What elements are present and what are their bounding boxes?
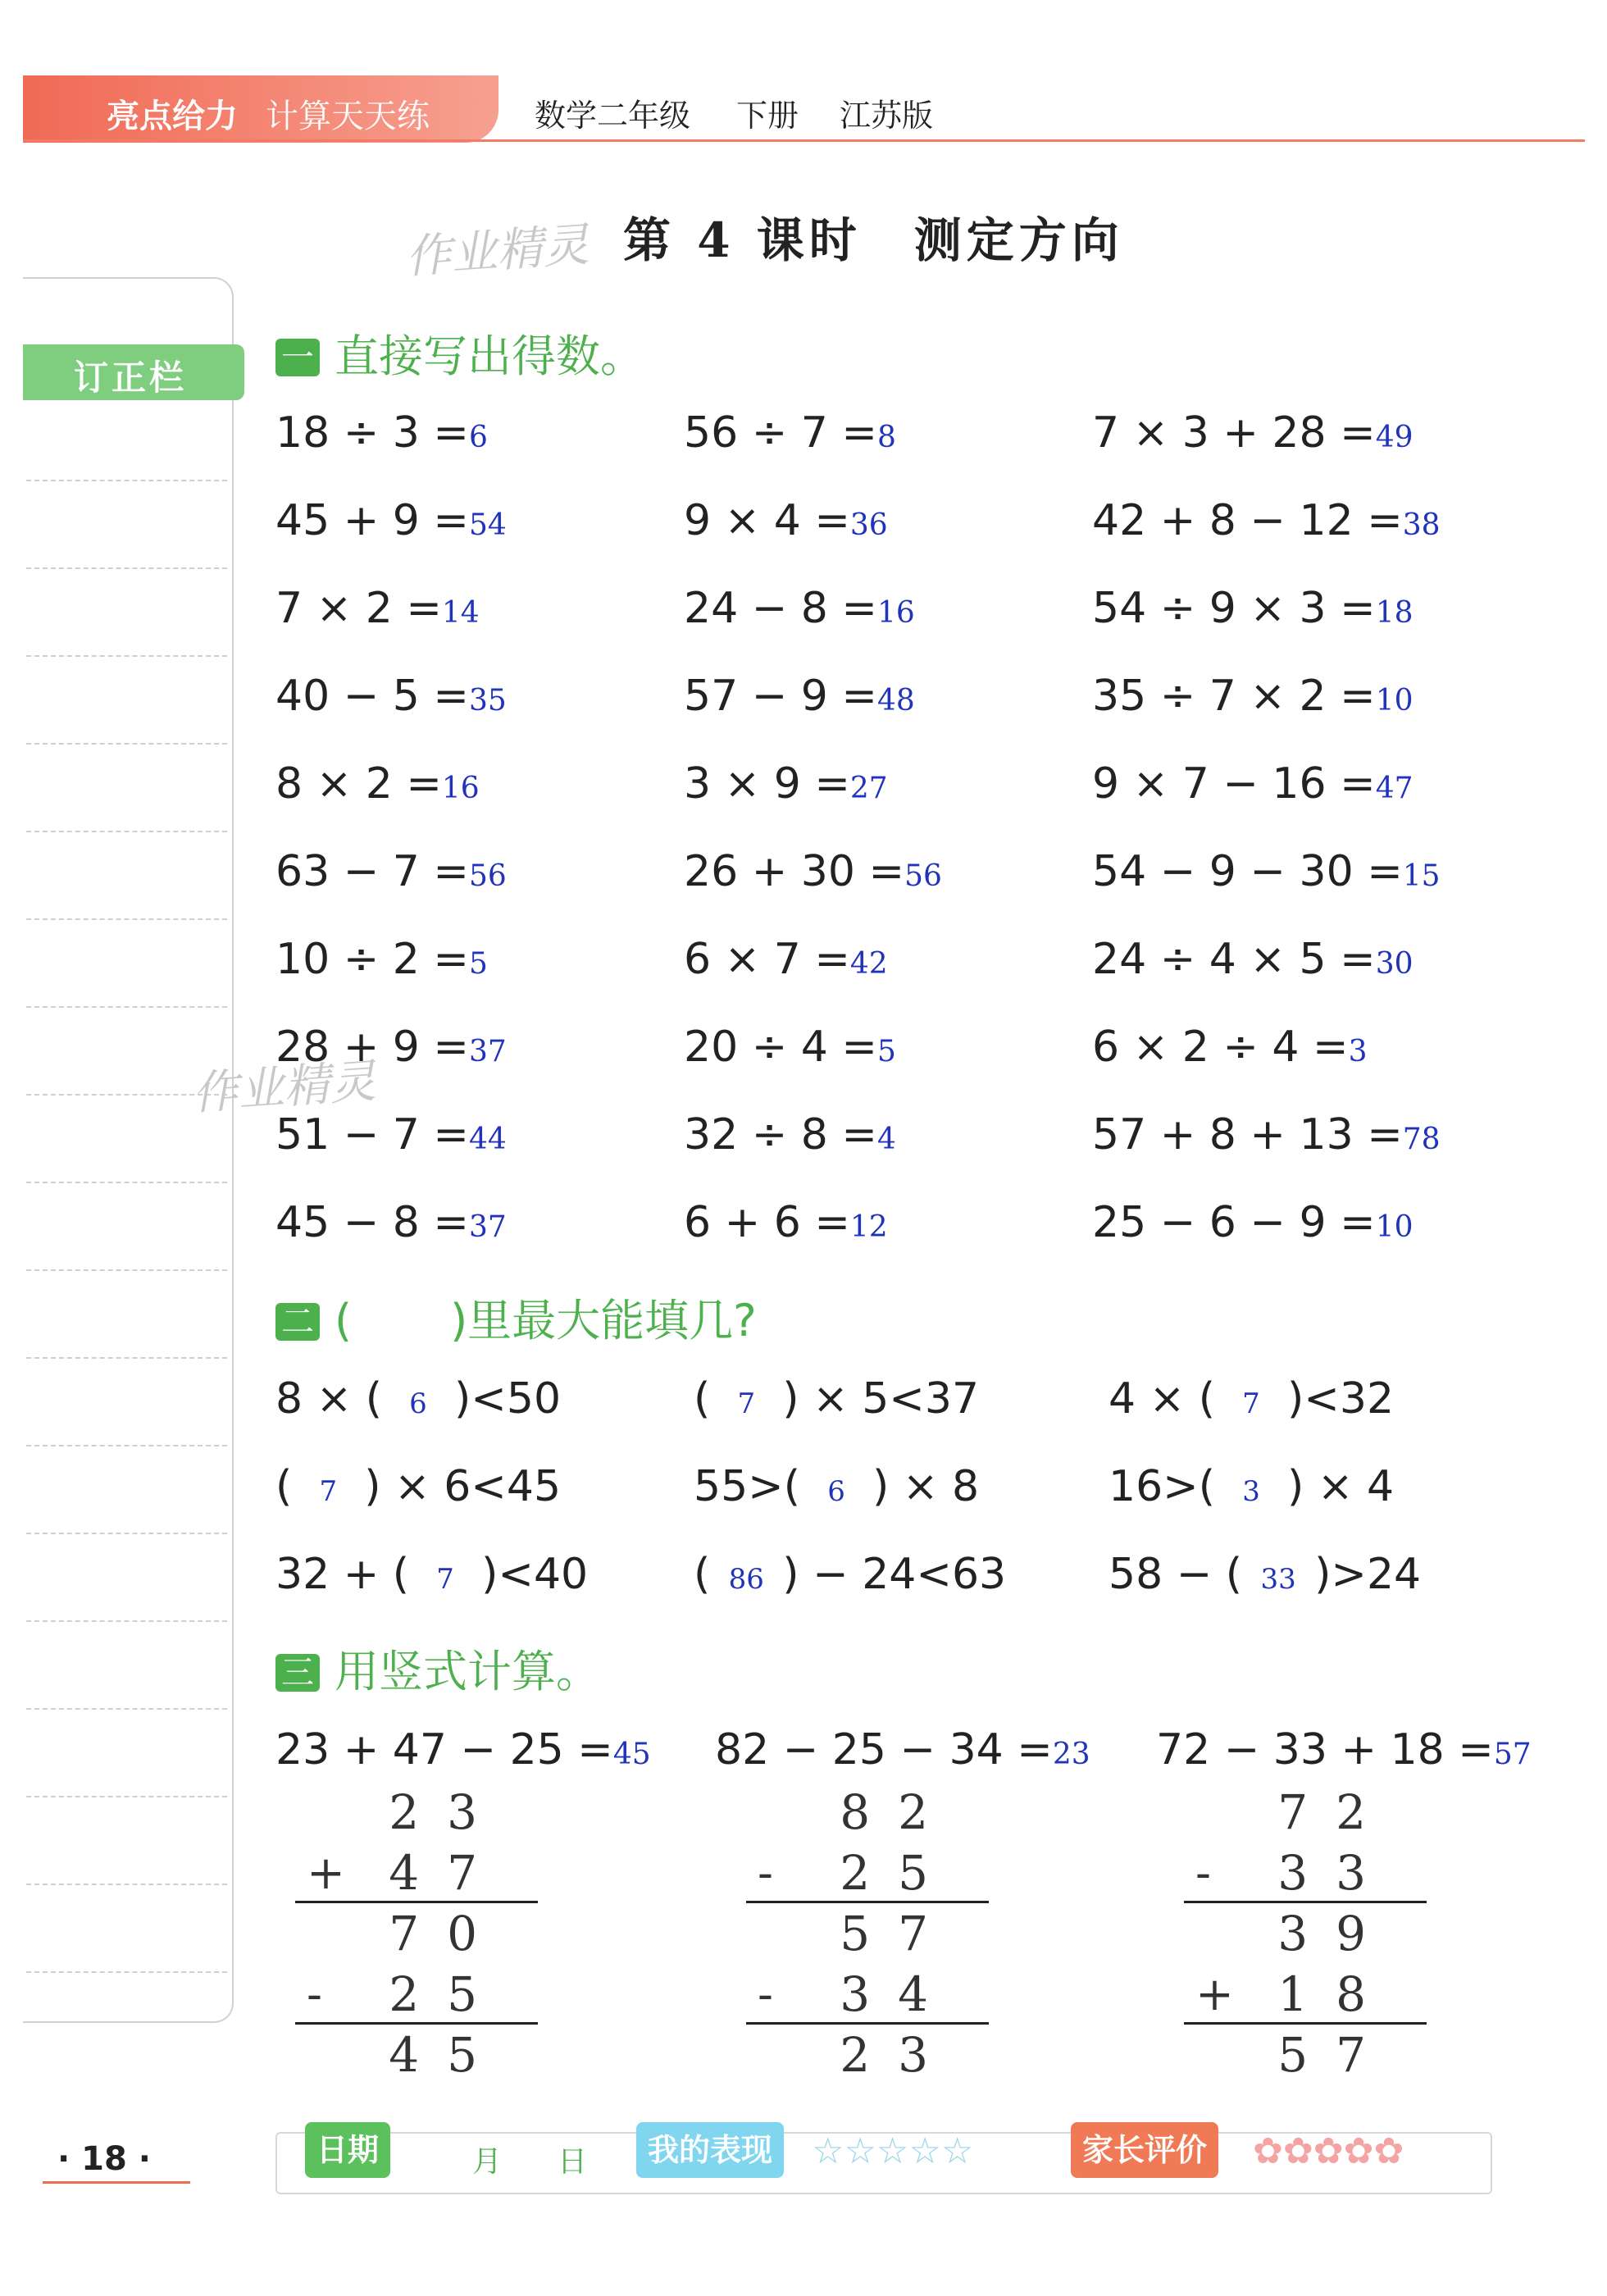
answer-text[interactable]: 56 xyxy=(468,859,507,893)
problem-text: 7 × 2 = xyxy=(275,584,442,633)
answer-text[interactable]: 48 xyxy=(876,684,915,718)
problem-text: 35 ÷ 7 × 2 = xyxy=(1092,672,1376,721)
vertical-row xyxy=(1181,1963,1427,2024)
problem-text: 24 − 8 = xyxy=(684,584,877,633)
result-line xyxy=(295,2022,538,2025)
oral-problem xyxy=(275,935,488,984)
result-line xyxy=(295,1901,538,1903)
star-icon[interactable]: ☆ xyxy=(812,2130,844,2172)
correction-line xyxy=(26,1269,227,1271)
oral-problem xyxy=(275,496,507,545)
correction-line xyxy=(26,1971,227,1973)
problem-prefix: 8 × ( xyxy=(275,1374,382,1424)
section-1-number: 一 xyxy=(275,339,320,376)
problem-prefix: 4 × ( xyxy=(1109,1374,1215,1424)
problem-text: 6 × 7 = xyxy=(684,935,850,984)
problem-prefix: ( xyxy=(275,1462,293,1511)
problem-text: 3 × 9 = xyxy=(684,759,850,809)
answer-text[interactable]: 5 xyxy=(468,947,488,981)
digit-value: 72 xyxy=(1277,1784,1394,1840)
oral-problem xyxy=(684,1110,896,1159)
digit-value: 39 xyxy=(1277,1906,1394,1961)
problem-text: 45 − 8 = xyxy=(275,1198,469,1247)
oral-problem xyxy=(684,1023,896,1072)
vertical-row xyxy=(1181,1781,1427,1842)
answer-text[interactable]: 15 xyxy=(1402,859,1441,893)
answer-text[interactable]: 30 xyxy=(1375,947,1414,981)
oral-problem xyxy=(684,408,896,458)
brand-name: 亮点给力 xyxy=(107,98,238,135)
problem-prefix: 58 − ( xyxy=(1109,1550,1243,1599)
vertical-row xyxy=(1181,1902,1427,1963)
problem-text: 9 × 4 = xyxy=(684,496,850,545)
vertical-row xyxy=(292,1902,538,1963)
section-2-title-close: )里最大能填几? xyxy=(450,1295,757,1346)
operator-sign: - xyxy=(307,1968,322,2021)
answer-text[interactable]: 18 xyxy=(1375,596,1414,630)
page-title: 第 4 课时 测定方向 xyxy=(623,212,1124,268)
star-icon[interactable]: ✿ xyxy=(1343,2130,1374,2172)
correction-line xyxy=(26,1182,227,1183)
series-name: 计算天天练 xyxy=(266,98,430,135)
fill-blank-problem xyxy=(275,1462,561,1511)
oral-problem xyxy=(684,496,888,545)
digit-value: 45 xyxy=(389,2027,505,2083)
oral-problem xyxy=(1092,672,1414,721)
vertical-problem-expression xyxy=(715,1725,1090,1774)
result-line xyxy=(1184,1901,1427,1903)
answer-text[interactable]: 16 xyxy=(441,772,480,805)
page-number-underline xyxy=(43,2181,190,2184)
result-line xyxy=(1184,2022,1427,2025)
answer-text[interactable]: 14 xyxy=(441,596,480,630)
digit-value: 25 xyxy=(840,1845,956,1901)
oral-problem xyxy=(275,759,480,809)
digit-value: 23 xyxy=(389,1784,505,1840)
star-icon[interactable]: ☆ xyxy=(908,2130,941,2172)
correction-line xyxy=(26,1884,227,1885)
operator-sign: - xyxy=(1195,1847,1211,1900)
correction-line xyxy=(26,1796,227,1797)
blank-answer[interactable]: 6 xyxy=(409,1387,427,1420)
problem-text: 51 − 7 = xyxy=(275,1110,469,1159)
oral-problem xyxy=(275,847,507,896)
problem-text: 25 − 6 − 9 = xyxy=(1092,1198,1376,1247)
vertical-row xyxy=(743,2024,989,2084)
problem-text: 45 + 9 = xyxy=(275,496,469,545)
oral-problem xyxy=(275,1198,507,1247)
header-divider xyxy=(23,139,1585,142)
section-2-number: 二 xyxy=(275,1303,320,1341)
problem-suffix: ) × 8 xyxy=(872,1462,980,1511)
problem-text: 42 + 8 − 12 = xyxy=(1092,496,1403,545)
answer-text[interactable]: 42 xyxy=(849,947,888,981)
problem-text: 72 − 33 + 18 = xyxy=(1156,1725,1494,1774)
oral-problem xyxy=(1092,408,1414,458)
star-icon[interactable]: ✿ xyxy=(1373,2130,1404,2172)
problem-suffix: )<50 xyxy=(454,1374,562,1424)
vertical-row xyxy=(1181,1842,1427,1902)
answer-text[interactable]: 16 xyxy=(876,596,915,630)
digit-value: 70 xyxy=(389,1906,505,1961)
vertical-row xyxy=(1181,2024,1427,2084)
answer-text[interactable]: 57 xyxy=(1493,1738,1532,1771)
oral-problem xyxy=(684,1198,888,1247)
vertical-row xyxy=(743,1842,989,1902)
problem-text: 57 − 9 = xyxy=(684,672,877,721)
star-icon[interactable]: ☆ xyxy=(876,2130,909,2172)
oral-problem xyxy=(275,584,480,633)
blank-answer[interactable]: 7 xyxy=(1242,1387,1260,1420)
answer-text[interactable]: 78 xyxy=(1402,1123,1441,1156)
vertical-calculation xyxy=(292,1781,546,2093)
problem-suffix: ) × 5<37 xyxy=(782,1374,980,1424)
volume-label: 下册 xyxy=(736,98,799,134)
problem-text: 40 − 5 = xyxy=(275,672,469,721)
answer-text[interactable]: 23 xyxy=(1052,1738,1090,1771)
correction-tab xyxy=(23,344,244,400)
problem-suffix: )<32 xyxy=(1287,1374,1395,1424)
answer-text[interactable]: 5 xyxy=(876,1035,896,1068)
correction-line xyxy=(26,918,227,920)
parent-stars xyxy=(1253,2130,1404,2172)
problem-text: 54 ÷ 9 × 3 = xyxy=(1092,584,1376,633)
digit-value: 18 xyxy=(1277,1966,1394,2022)
problem-text: 10 ÷ 2 = xyxy=(275,935,469,984)
digit-value: 47 xyxy=(389,1845,505,1901)
star-icon[interactable]: ☆ xyxy=(940,2130,974,2172)
problem-suffix: ) × 4 xyxy=(1287,1462,1395,1511)
answer-text[interactable]: 6 xyxy=(468,421,488,454)
correction-line xyxy=(26,1620,227,1622)
answer-text[interactable]: 27 xyxy=(849,772,888,805)
answer-text[interactable]: 37 xyxy=(468,1210,507,1244)
problem-suffix: ) × 6<45 xyxy=(364,1462,562,1511)
oral-problem xyxy=(684,847,942,896)
problem-text: 20 ÷ 4 = xyxy=(684,1023,877,1072)
oral-problem xyxy=(1092,935,1414,984)
problem-prefix: 32 + ( xyxy=(275,1550,410,1599)
oral-problem xyxy=(1092,1023,1368,1072)
fill-blank-problem xyxy=(694,1550,1006,1599)
vertical-problem-expression xyxy=(1156,1725,1532,1774)
digit-value: 82 xyxy=(840,1784,956,1840)
performance-label: 我的表现 xyxy=(636,2122,784,2178)
vertical-problem-expression xyxy=(275,1725,651,1774)
digit-value: 33 xyxy=(1277,1845,1394,1901)
vertical-calculation xyxy=(1181,1781,1435,2093)
subject-label: 数学二年级 xyxy=(535,98,691,134)
operator-sign: + xyxy=(1195,1968,1234,2021)
problem-suffix: )>24 xyxy=(1314,1550,1422,1599)
blank-answer[interactable]: 7 xyxy=(319,1475,338,1508)
date-label: 日期 xyxy=(305,2122,390,2178)
blank-answer[interactable]: 7 xyxy=(436,1563,454,1596)
section-3-title: 用竖式计算。 xyxy=(335,1646,600,1697)
oral-problem xyxy=(1092,1198,1414,1247)
vertical-row xyxy=(292,1842,538,1902)
fill-blank-problem xyxy=(275,1550,588,1599)
digit-value: 34 xyxy=(840,1966,956,2022)
correction-line xyxy=(26,1708,227,1710)
correction-line xyxy=(26,1533,227,1534)
oral-problem xyxy=(275,408,488,458)
digit-value: 23 xyxy=(840,2027,956,2083)
problem-text: 82 − 25 − 34 = xyxy=(715,1725,1053,1774)
blank-answer[interactable]: 33 xyxy=(1260,1563,1296,1596)
vertical-row xyxy=(292,1963,538,2024)
oral-problem xyxy=(275,672,507,721)
answer-text[interactable]: 8 xyxy=(876,421,896,454)
section-1-heading xyxy=(275,321,644,385)
fill-blank-problem xyxy=(694,1462,979,1511)
section-2-title-open: ( xyxy=(335,1295,353,1346)
correction-line xyxy=(26,480,227,481)
problem-prefix: ( xyxy=(694,1374,711,1424)
problem-text: 63 − 7 = xyxy=(275,847,469,896)
answer-text[interactable]: 47 xyxy=(1375,772,1414,805)
answer-text[interactable]: 49 xyxy=(1375,421,1414,454)
answer-text[interactable]: 37 xyxy=(468,1035,507,1068)
watermark: 作业精灵 xyxy=(403,218,591,285)
answer-text[interactable]: 38 xyxy=(1402,508,1441,542)
problem-text: 24 ÷ 4 × 5 = xyxy=(1092,935,1376,984)
month-label: 月 xyxy=(472,2145,503,2179)
problem-text: 32 ÷ 8 = xyxy=(684,1110,877,1159)
oral-problem xyxy=(1092,759,1414,809)
operator-sign: - xyxy=(758,1847,773,1900)
correction-line xyxy=(26,567,227,569)
vertical-row xyxy=(743,1902,989,1963)
header-banner xyxy=(23,75,498,143)
problem-text: 54 − 9 − 30 = xyxy=(1092,847,1403,896)
performance-stars xyxy=(812,2130,973,2172)
answer-text[interactable]: 4 xyxy=(876,1123,896,1156)
answer-text[interactable]: 36 xyxy=(849,508,888,542)
oral-problem xyxy=(684,672,915,721)
problem-text: 23 + 47 − 25 = xyxy=(275,1725,613,1774)
vertical-row xyxy=(743,1781,989,1842)
answer-text[interactable]: 44 xyxy=(468,1123,507,1156)
digit-value: 57 xyxy=(1277,2027,1394,2083)
problem-text: 7 × 3 + 28 = xyxy=(1092,408,1376,458)
day-label: 日 xyxy=(558,2145,588,2179)
oral-problem xyxy=(684,584,915,633)
fill-blank-problem xyxy=(694,1374,979,1424)
correction-line xyxy=(26,831,227,832)
problem-text: 8 × 2 = xyxy=(275,759,442,809)
answer-text[interactable]: 45 xyxy=(612,1738,651,1771)
vertical-row xyxy=(292,1781,538,1842)
result-line xyxy=(746,1901,989,1903)
problem-text: 9 × 7 − 16 = xyxy=(1092,759,1376,809)
correction-tab-label: 订正栏 xyxy=(74,358,188,398)
problem-suffix: )<40 xyxy=(481,1550,589,1599)
oral-problem xyxy=(275,1110,507,1159)
oral-problem xyxy=(684,759,888,809)
section-3-heading xyxy=(275,1637,600,1700)
correction-line xyxy=(26,1445,227,1446)
correction-line xyxy=(26,655,227,657)
correction-line xyxy=(26,743,227,745)
correction-column xyxy=(23,277,234,2023)
star-icon[interactable]: ☆ xyxy=(844,2130,876,2172)
section-2-heading xyxy=(275,1286,757,1349)
blank-answer[interactable]: 6 xyxy=(827,1475,845,1508)
problem-text: 18 ÷ 3 = xyxy=(275,408,469,458)
result-line xyxy=(746,2022,989,2025)
fill-blank-problem xyxy=(1109,1462,1394,1511)
answer-text[interactable]: 3 xyxy=(1348,1035,1368,1068)
problem-text: 6 × 2 ÷ 4 = xyxy=(1092,1023,1349,1072)
edition-label: 江苏版 xyxy=(840,98,934,134)
watermark-2: 作业精灵 xyxy=(190,1055,378,1121)
star-icon[interactable]: ✿ xyxy=(1313,2130,1344,2172)
blank-answer[interactable]: 7 xyxy=(737,1387,756,1420)
correction-line xyxy=(26,1357,227,1359)
problem-text: 57 + 8 + 13 = xyxy=(1092,1110,1403,1159)
problem-text: 26 + 30 = xyxy=(684,847,905,896)
operator-sign: - xyxy=(758,1968,773,2021)
vertical-row xyxy=(292,2024,538,2084)
vertical-calculation xyxy=(743,1781,997,2093)
oral-problem xyxy=(684,935,888,984)
correction-line xyxy=(26,1006,227,1008)
fill-blank-problem xyxy=(1109,1550,1421,1599)
blank-answer[interactable]: 3 xyxy=(1242,1475,1260,1508)
page-number: · 18 · xyxy=(57,2140,151,2178)
oral-problem xyxy=(1092,496,1441,545)
problem-prefix: 55>( xyxy=(694,1462,801,1511)
problem-text: 56 ÷ 7 = xyxy=(684,408,877,458)
blank-answer[interactable]: 86 xyxy=(728,1563,764,1596)
digit-value: 57 xyxy=(840,1906,956,1961)
parent-eval-label: 家长评价 xyxy=(1071,2122,1218,2178)
vertical-row xyxy=(743,1963,989,2024)
section-1-title: 直接写出得数。 xyxy=(335,330,644,382)
answer-text[interactable]: 35 xyxy=(468,684,507,718)
problem-prefix: ( xyxy=(694,1550,711,1599)
problem-text: 28 + 9 = xyxy=(275,1023,469,1072)
answer-text[interactable]: 10 xyxy=(1375,684,1414,718)
answer-text[interactable]: 54 xyxy=(468,508,507,542)
problem-suffix: ) − 24<63 xyxy=(782,1550,1007,1599)
star-icon[interactable]: ✿ xyxy=(1282,2130,1313,2172)
oral-problem xyxy=(1092,847,1441,896)
oral-problem xyxy=(1092,1110,1441,1159)
star-icon[interactable]: ✿ xyxy=(1253,2130,1283,2172)
problem-prefix: 16>( xyxy=(1109,1462,1216,1511)
operator-sign: + xyxy=(307,1847,345,1900)
answer-text[interactable]: 56 xyxy=(904,859,942,893)
problem-text: 6 + 6 = xyxy=(684,1198,850,1247)
fill-blank-problem xyxy=(1109,1374,1394,1424)
section-3-number: 三 xyxy=(275,1654,320,1692)
answer-text[interactable]: 12 xyxy=(849,1210,888,1244)
digit-value: 25 xyxy=(389,1966,505,2022)
answer-text[interactable]: 10 xyxy=(1375,1210,1414,1244)
fill-blank-problem xyxy=(275,1374,561,1424)
oral-problem xyxy=(1092,584,1414,633)
